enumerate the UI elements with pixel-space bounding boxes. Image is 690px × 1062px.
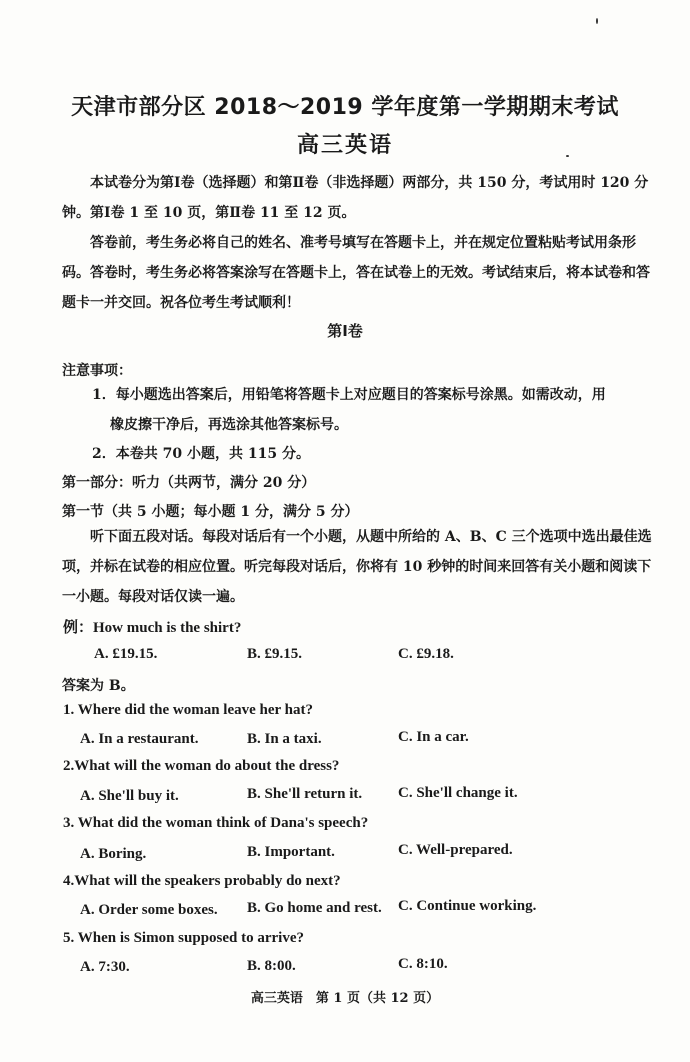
q3-option-a: A. Boring. [80,846,147,862]
q3-option-c: C. Well-prepared. [398,842,513,858]
notes-heading: 注意事项： [62,363,132,379]
question-1: 1. Where did the woman leave her hat? [63,702,313,718]
question-4: 4.What will the speakers probably do next? [63,873,341,889]
exam-subtitle: 高三英语 [296,133,393,158]
example-question: 例：How much is the shirt? [63,620,242,636]
example-option-c: C. £9.18. [398,646,454,662]
example-answer: 答案为 B。 [62,678,135,694]
q2-option-c: C. She'll change it. [398,785,518,801]
q4-option-b: B. Go home and rest. [247,900,382,916]
intro-paragraph-1: 本试卷分为第Ⅰ卷（选择题）和第Ⅱ卷（非选择题）两部分，共 150 分，考试用时 120 分钟。第Ⅰ卷 1 至 10 页，第Ⅱ卷 11 至 12 页。 [62,175,649,221]
q2-option-b: B. She'll return it. [247,786,363,802]
q5-option-c: C. 8:10. [398,956,448,972]
q1-option-c: C. In a car. [398,729,469,745]
q3-option-b: B. Important. [247,844,335,860]
page-footer: 高三英语 第 1 页（共 12 页） [250,991,440,1006]
section-1-heading: 第一节（共 5 小题；每小题 1 分，满分 5 分） [62,504,359,520]
question-3: 3. What did the woman think of Dana's speech? [63,815,369,831]
note-item-1-cont: 橡皮擦干净后，再选涂其他答案标号。 [110,417,348,433]
q4-option-a: A. Order some boxes. [80,902,218,918]
exam-title: 天津市部分区 2018～2019 学年度第一学期期末考试 [71,95,619,120]
intro-paragraph-2: 答卷前，考生务必将自己的姓名、准考号填写在答题卡上，并在规定位置粘贴考试用条形码。答卷时，考生务必将答案涂写在答题卡上，答在试卷上的无效。考试结束后，将本试卷和答题卡一并交回。祝各位考生考试顺利！ [62,235,650,311]
question-2: 2.What will the woman do about the dress? [63,758,340,774]
section-title: 第Ⅰ卷 [327,322,363,340]
note-item-2: 2．本卷共 70 小题，共 115 分。 [92,446,310,462]
example-option-b: B. £9.15. [247,646,303,662]
part-1-heading: 第一部分：听力（共两节，满分 20 分） [62,475,316,491]
scan-speck [596,18,598,24]
example-option-a: A. £19.15. [94,646,158,662]
question-5: 5. When is Simon supposed to arrive? [63,930,305,946]
q4-option-c: C. Continue working. [398,898,537,914]
q1-option-a: A. In a restaurant. [80,731,199,747]
listening-instructions: 听下面五段对话。每段对话后有一个小题，从题中所给的 A、B、C 三个选项中选出最佳选项，并标在试卷的相应位置。听完每段对话后，你将有 10 秒钟的时间来回答有关小题和阅读下一小题。每段对话仅读一遍。 [62,529,652,605]
q1-option-b: B. In a taxi. [247,731,322,747]
q2-option-a: A. She'll buy it. [80,788,179,804]
q5-option-a: A. 7:30. [80,959,130,975]
q5-option-b: B. 8:00. [247,958,296,974]
note-item-1: 1．每小题选出答案后，用铅笔将答题卡上对应题目的答案标号涂黑。如需改动，用 [92,387,606,403]
